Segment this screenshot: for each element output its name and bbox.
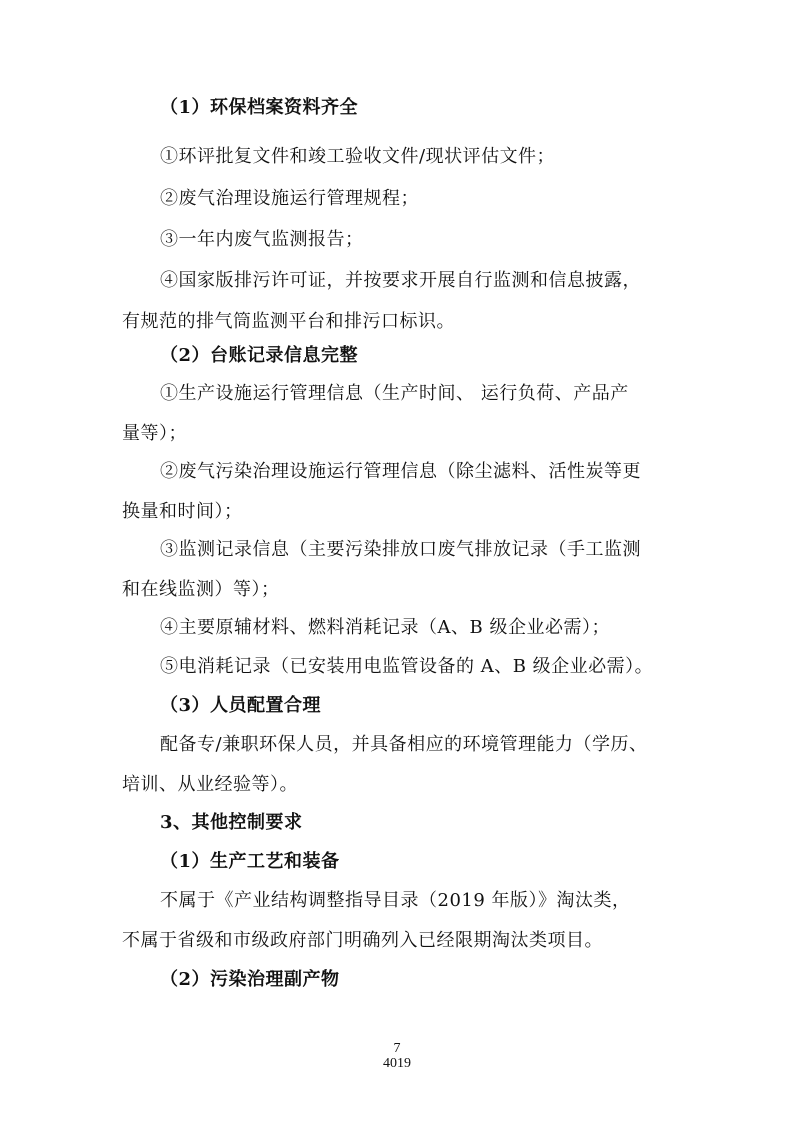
paragraph-line: ⑤电消耗记录（已安装用电监管设备的 A、B 级企业必需）。 [160,656,654,677]
paragraph-line: ③一年内废气监测报告； [160,229,364,250]
heading-env-records: （1）环保档案资料齐全 [160,97,359,118]
heading-process-equipment: （1）生产工艺和装备 [160,851,340,872]
paragraph-line: 不属于《产业结构调整指导目录（2019 年版）》淘汰类， [160,890,631,911]
paragraph-line: ③监测记录信息（主要污染排放口废气排放记录（手工监测 [160,539,641,560]
paragraph-line: 换量和时间）； [122,501,243,522]
paragraph-line: 和在线监测）等）； [122,579,280,600]
heading-other-requirements: 3、其他控制要求 [160,812,303,833]
paragraph-line: ②废气治理设施运行管理规程； [160,188,419,209]
paragraph-line: ①生产设施运行管理信息（生产时间、 运行负荷、产品产 [160,383,629,404]
paragraph-line: ④主要原辅材料、燃料消耗记录（A、B 级企业必需）； [160,617,610,638]
paragraph-line: 培训、从业经验等）。 [122,774,298,795]
document-number: 4019 [383,1056,411,1071]
paragraph-line: 不属于省级和市级政府部门明确列入已经限期淘汰类项目。 [122,930,603,951]
page-number: 7 [393,1041,401,1056]
heading-staff: （3）人员配置合理 [160,695,322,716]
heading-byproducts: （2）污染治理副产物 [160,969,340,990]
heading-ledger: （2）台账记录信息完整 [160,345,359,366]
paragraph-line: ②废气污染治理设施运行管理信息（除尘滤料、活性炭等更 [160,461,641,482]
paragraph-line: 有规范的排气筒监测平台和排污口标识。 [122,311,455,332]
paragraph-line: ①环评批复文件和竣工验收文件/现状评估文件； [160,146,556,167]
paragraph-line: 量等）； [122,423,187,444]
paragraph-line: ④国家版排污许可证，并按要求开展自行监测和信息披露， [160,270,641,291]
paragraph-line: 配备专/兼职环保人员，并具备相应的环境管理能力（学历、 [160,734,648,755]
